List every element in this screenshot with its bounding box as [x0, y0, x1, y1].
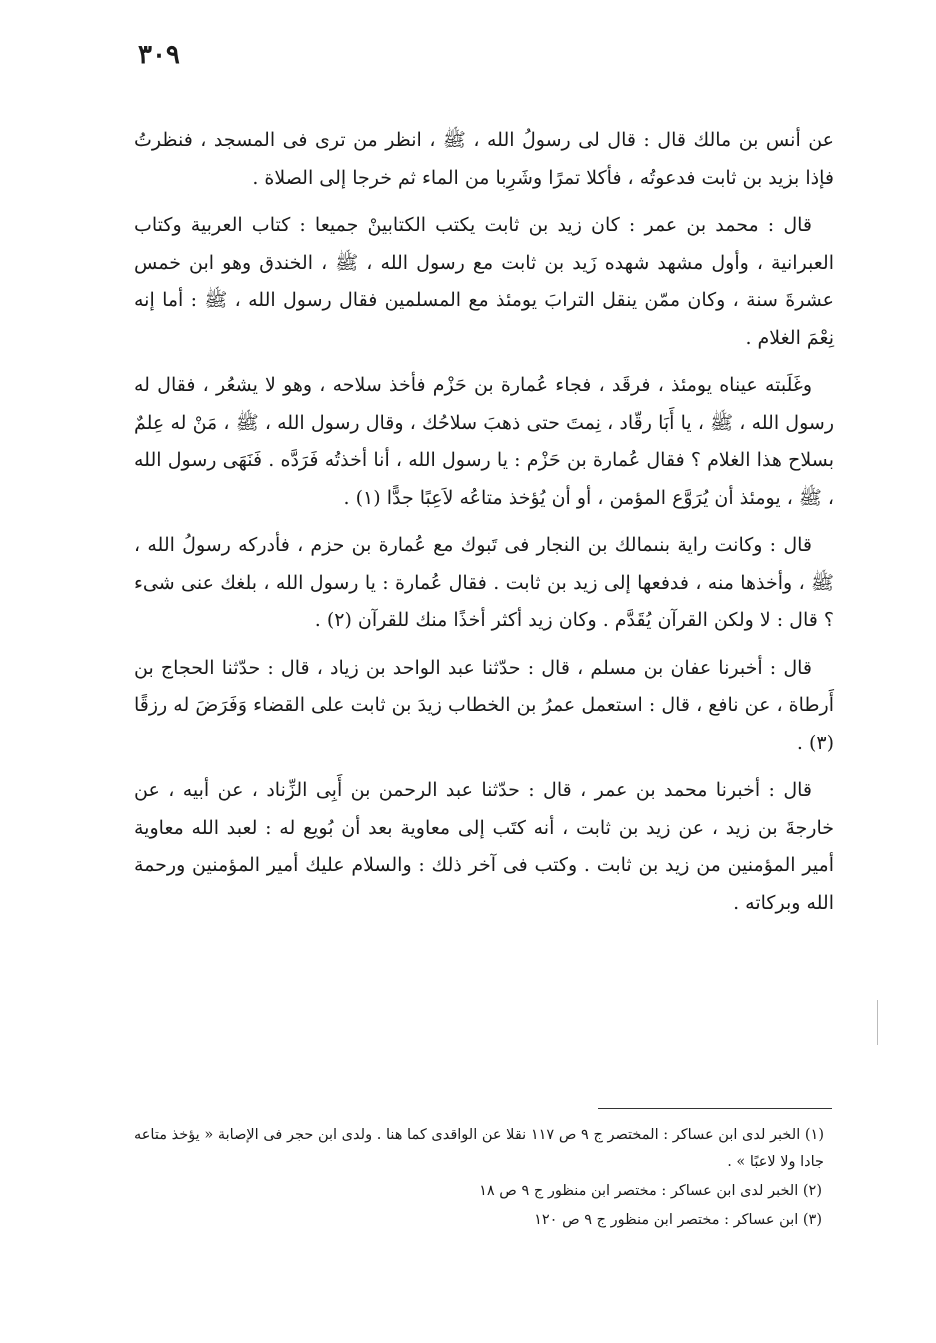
paragraph: قال : أخبرنا محمد بن عمر ، قال : حدّثنا عبد الرحمن بن أَبِى الزِّناد ، عن أبيه ، عن خارجةَ بن زيد ، عن زيد بن ثابت ، أنه كتَب إلى معاوية بعد أن بُويع له : لعبد الله معاوية أمير المؤمنين من زيد بن ثابت . وكتب فى آخر ذلك : والسلام عليك أمير المؤمنين ورحمة الله وبركاته .	[134, 779, 834, 914]
footnote: (٣) ابن عساكر : مختصر ابن منظور ج ٩ ص ١٢٠	[534, 1212, 822, 1228]
footnote: (٢) الخبر لدى ابن عساكر : مختصر ابن منظور ج ٩ ص ١٨	[479, 1183, 822, 1199]
paragraph: قال : أخبرنا عفان بن مسلم ، قال : حدّثنا عبد الواحد بن زياد ، قال : حدّثنا الحجاج بن أَرطاة ، عن نافع ، قال : استعمل عمرُ بن الخطاب زيدَ بن ثابت على القضاء وَفَرَضَ له رزقًا (٣) .	[134, 656, 834, 754]
paragraph: عن أنس بن مالك قال : قال لى رسولُ الله ، ﷺ ، انظر من ترى فى المسجد ، فنظرتُ فإذا بزيد بن ثابت فدعوتُه ، فأكلا تمرًا وشَرِبا من الماء ثم خرجا إلى الصلاة .	[134, 129, 834, 189]
paragraph: قال : وكانت راية بنىمالك بن النجار فى تَبوك مع عُمارة بن حزم ، فأدركه رسولُ الله ، ﷺ ، وأخذها منه ، فدفعها إلى زيد بن ثابت . فقال عُمارة : يا رسول الله ، بلغك عنى شىء ؟ قال : لا ولكن القرآن يُقَدَّم . وكان زيد أكثر أخذًا منك للقرآن (٢) .	[134, 534, 834, 631]
page-number: ٣٠٩	[138, 40, 180, 70]
footnote: (١) الخبر لدى ابن عساكر : المختصر ج ٩ ص ١١٧ نقلا عن الواقدى كما هنا . ولدى ابن حجر فى الإصابة « يؤخذ متاعه جادا ولا لاعبًا » .	[134, 1127, 824, 1170]
footnote-divider	[598, 1108, 832, 1109]
main-text	[134, 122, 834, 932]
paragraph: قال : محمد بن عمر : كان زيد بن ثابت يكتب الكتابينْ جميعا : كتاب العربية وكتاب العبرانية ، وأول مشهد شهده زَيد بن ثابت مع رسول الله ، ﷺ ، الخندق وهو ابن خمس عشرةَ سنة ، وكان ممّن ينقل الترابَ يومئذ مع المسلمين فقال رسول الله ، ﷺ : أما إنه نِعْمَ الغلام .	[134, 214, 834, 349]
paragraph: وغَلَبته عيناه يومئذ ، فرقَد ، فجاء عُمارة بن حَزْم فأخذ سلاحه ، وهو لا يشعُر ، فقال له رسول الله ، ﷺ ، يا أَبَا رقّاد ، نِمتَ حتى ذهبَ سلاحُك ، وقال رسول الله ، ﷺ ، مَنْ له عِلمٌ بسلاح هذا الغلام ؟ فقال عُمارة بن حَزْم : يا رسول الله ، أنا أخذتُه فَرَدَّه . فَنَهَى رسول الله ، ﷺ ، يومئذ أن يُرَوَّع المؤمن ، أو أن يُؤخذ متاعُه لاَعِبًا جدًّا (١) .	[134, 374, 834, 509]
footnotes	[134, 1122, 834, 1236]
margin-mark	[877, 1000, 878, 1045]
